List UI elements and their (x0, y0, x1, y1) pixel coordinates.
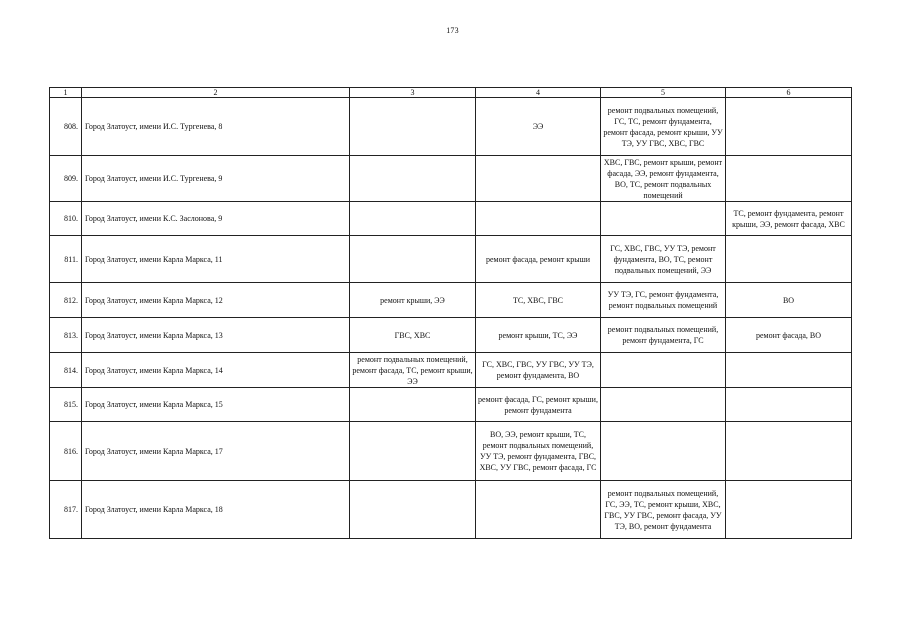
row-number: 814. (50, 353, 82, 388)
column-number-row (50, 88, 852, 98)
works-col-5 (601, 353, 726, 388)
works-col-5 (601, 422, 726, 481)
building-address: Город Златоуст, имени Карла Маркса, 11 (82, 236, 350, 283)
row-number: 812. (50, 283, 82, 318)
table-row (50, 422, 852, 481)
building-address: Город Златоуст, имени Карла Маркса, 14 (82, 353, 350, 388)
table-row (50, 353, 852, 388)
works-col-6 (726, 388, 852, 422)
table-row (50, 283, 852, 318)
row-number: 816. (50, 422, 82, 481)
row-number: 808. (50, 98, 82, 156)
works-col-6 (726, 156, 852, 202)
works-col-3: ремонт крыши, ЭЭ (350, 283, 476, 318)
column-header: 5 (601, 88, 726, 98)
column-header: 1 (50, 88, 82, 98)
table-row (50, 481, 852, 539)
building-address: Город Златоуст, имени Карла Маркса, 17 (82, 422, 350, 481)
column-header: 3 (350, 88, 476, 98)
row-number: 810. (50, 202, 82, 236)
building-address: Город Златоуст, имени И.С. Тургенева, 9 (82, 156, 350, 202)
works-col-4: ремонт фасада, ГС, ремонт крыши, ремонт фундамента (476, 388, 601, 422)
row-number: 815. (50, 388, 82, 422)
works-col-6 (726, 236, 852, 283)
works-col-3 (350, 202, 476, 236)
works-col-6: ВО (726, 283, 852, 318)
table-row (50, 318, 852, 353)
building-address: Город Златоуст, имени К.С. Заслонова, 9 (82, 202, 350, 236)
building-address: Город Златоуст, имени И.С. Тургенева, 8 (82, 98, 350, 156)
works-col-3 (350, 236, 476, 283)
table-row (50, 388, 852, 422)
building-address: Город Златоуст, имени Карла Маркса, 18 (82, 481, 350, 539)
column-header: 4 (476, 88, 601, 98)
works-col-5 (601, 388, 726, 422)
works-col-6: ремонт фасада, ВО (726, 318, 852, 353)
repair-schedule-table (49, 87, 852, 539)
works-col-4: ремонт фасада, ремонт крыши (476, 236, 601, 283)
works-col-3 (350, 422, 476, 481)
works-col-6: ТС, ремонт фундамента, ремонт крыши, ЭЭ, ремонт фасада, ХВС (726, 202, 852, 236)
works-col-4: ЭЭ (476, 98, 601, 156)
works-col-5: ремонт подвальных помещений, ГС, ЭЭ, ТС, ремонт крыши, ХВС, ГВС, УУ ГВС, ремонт фасада, УУ ТЭ, ВО, ремонт фундамента (601, 481, 726, 539)
page-number: 173 (446, 26, 459, 35)
works-col-6 (726, 422, 852, 481)
works-col-3 (350, 388, 476, 422)
column-header: 6 (726, 88, 852, 98)
works-col-3 (350, 98, 476, 156)
table-row (50, 156, 852, 202)
works-col-5: УУ ТЭ, ГС, ремонт фундамента, ремонт подвальных помещений (601, 283, 726, 318)
works-col-5: ремонт подвальных помещений, ремонт фундамента, ГС (601, 318, 726, 353)
works-col-5: ХВС, ГВС, ремонт крыши, ремонт фасада, ЭЭ, ремонт фундамента, ВО, ТС, ремонт подвальных помещений (601, 156, 726, 202)
row-number: 811. (50, 236, 82, 283)
works-col-3 (350, 481, 476, 539)
row-number: 809. (50, 156, 82, 202)
works-col-4 (476, 156, 601, 202)
works-col-5: ремонт подвальных помещений, ГС, ТС, ремонт фундамента, ремонт фасада, ремонт крыши, УУ ТЭ, УУ ГВС, ХВС, ГВС (601, 98, 726, 156)
works-col-6 (726, 353, 852, 388)
works-col-4: ВО, ЭЭ, ремонт крыши, ТС, ремонт подвальных помещений, УУ ТЭ, ремонт фундамента, ГВС, ХВС, УУ ГВС, ремонт фасада, ГС (476, 422, 601, 481)
works-col-6 (726, 98, 852, 156)
building-address: Город Златоуст, имени Карла Маркса, 12 (82, 283, 350, 318)
building-address: Город Златоуст, имени Карла Маркса, 15 (82, 388, 350, 422)
works-col-4: ГС, ХВС, ГВС, УУ ГВС, УУ ТЭ, ремонт фундамента, ВО (476, 353, 601, 388)
works-col-4: ТС, ХВС, ГВС (476, 283, 601, 318)
works-col-5: ГС, ХВС, ГВС, УУ ТЭ, ремонт фундамента, ВО, ТС, ремонт подвальных помещений, ЭЭ (601, 236, 726, 283)
table-row (50, 202, 852, 236)
building-address: Город Златоуст, имени Карла Маркса, 13 (82, 318, 350, 353)
table-row (50, 98, 852, 156)
row-number: 813. (50, 318, 82, 353)
column-header: 2 (82, 88, 350, 98)
table-row (50, 236, 852, 283)
row-number: 817. (50, 481, 82, 539)
works-col-3: ГВС, ХВС (350, 318, 476, 353)
works-col-4: ремонт крыши, ТС, ЭЭ (476, 318, 601, 353)
works-col-6 (726, 481, 852, 539)
works-col-4 (476, 481, 601, 539)
works-col-4 (476, 202, 601, 236)
works-col-3: ремонт подвальных помещений, ремонт фасада, ТС, ремонт крыши, ЭЭ (350, 353, 476, 388)
works-col-3 (350, 156, 476, 202)
works-col-5 (601, 202, 726, 236)
